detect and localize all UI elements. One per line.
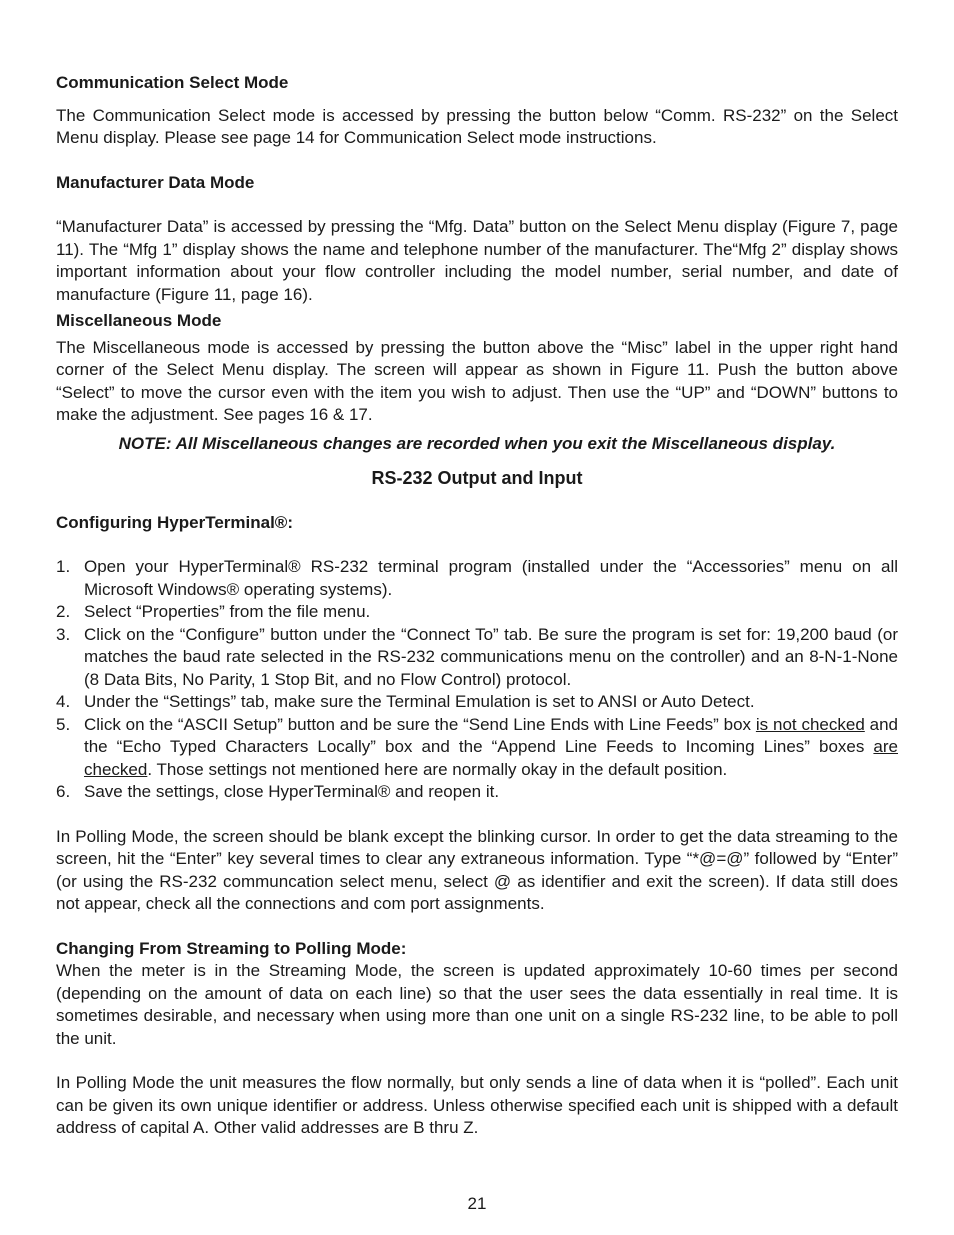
streaming-body-2: In Polling Mode the unit measures the flow normally, but only sends a line of data when it is “polled”. Each unit can be given its own unique identifier or address. Unless otherwise specified each unit is shipped with a default address of capital A. Other valid addresses are B thru Z. [56,1073,898,1137]
list-item-text: Under the “Settings” tab, make sure the Terminal Emulation is set to ANSI or Auto Detect. [84,692,755,711]
comm-select-heading: Communication Select Mode [56,73,289,92]
list-item-number: 1. [56,557,71,576]
list-item-text-a: Click on the “ASCII Setup” button and be sure the “Send Line Ends with Line Feeds” box [84,714,756,734]
list-item-number: 4. [56,692,71,711]
list-item-text-b: and the “Echo Typed Characters Locally” box and the “Append Line Feeds to Incoming Lines” boxes [84,714,898,756]
streaming-body-1: When the meter is in the Streaming Mode, the screen is updated approximately 10-60 times per second (depending on the amount of data on each line) so that the user sees the data essentially in real time. It is sometimes desirable, and necessary when using more than one unit on a single RS-232 line, to be able to poll the unit. [56,961,898,1048]
streaming-heading: Changing From Streaming to Polling Mode: [56,938,407,958]
list-item [56,691,898,714]
page-number: 21 [467,1194,487,1213]
list-item-number: 6. [56,782,71,801]
list-item-text: Select “Properties” from the file menu. [84,602,371,621]
misc-heading: Miscellaneous Mode [56,311,222,330]
misc-body: The Miscellaneous mode is accessed by pressing the button above the “Misc” label in the upper right hand corner of the Select Menu display. The screen will appear as shown in Figure 11. Push the button above “Select” to move the cursor even with the item you wish to adjust. Then use the “UP” and “DOWN” buttons to make the adjustment. See pages 16 & 17. [56,337,898,424]
list-item-number: 3. [56,624,71,644]
underlined-is-not-checked: is not checked [755,714,865,734]
list-item [56,624,898,692]
underlined-are-checked: are checked [84,737,898,779]
list-item-text: Save the settings, close HyperTerminal® and reopen it. [84,782,500,801]
list-item [56,714,898,782]
list-item-text: Click on the “Configure” button under the “Connect To” tab. Be sure the program is set for: 19,200 baud (or matches the baud rate selected in the RS-232 communications menu on the controller) and an 8-N-1-None (8 Data Bits, No Parity, 1 Stop Bit, and no Flow Control) protocol. [84,624,898,689]
rs232-title: RS-232 Output and Input [371,468,583,488]
document-page [56,72,898,1140]
mfg-data-body: “Manufacturer Data” is accessed by pressing the “Mfg. Data” button on the Select Menu display (Figure 7, page 11). The “Mfg 1” display shows the name and telephone number of the manufacturer. The“Mfg 2” display shows important information about your flow controller including the model number, serial number, and date of manufacture (Figure 11, page 16). [56,217,898,304]
list-item-text-c: . Those settings not mentioned here are normally okay in the default position. [147,759,728,779]
hyperterminal-steps [56,556,898,804]
comm-select-body: The Communication Select mode is accessed by pressing the button below “Comm. RS-232” on the Select Menu display. Please see page 14 for Communication Select mode instructions. [56,105,898,147]
list-item-number: 2. [56,602,71,621]
list-item-text: Open your HyperTerminal® RS-232 terminal program (installed under the “Accessories” menu on all Microsoft Windows® operating systems). [84,557,898,599]
mfg-data-heading: Manufacturer Data Mode [56,172,255,192]
hyperterminal-heading: Configuring HyperTerminal®: [56,512,293,532]
list-item-number: 5. [56,714,71,734]
list-item [56,556,898,601]
list-item [56,601,898,624]
polling-paragraph: In Polling Mode, the screen should be blank except the blinking cursor. In order to get the data streaming to the screen, hit the “Enter” key several times to clear any extraneous information. Type “*@=@” followed by “Enter” (or using the RS-232 communcation select menu, select @ as identifier and exit the screen). If data still does not appear, check all the connections and com port assignments. [56,826,898,913]
misc-note: NOTE: All Miscellaneous changes are recorded when you exit the Miscellaneous display. [118,433,836,453]
list-item [56,781,898,804]
